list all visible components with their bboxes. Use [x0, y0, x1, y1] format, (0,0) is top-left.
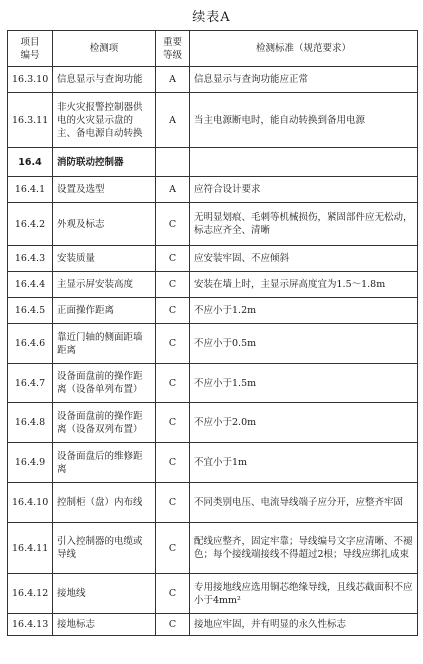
- table-row: [8, 177, 418, 203]
- table-row: [8, 364, 418, 403]
- row-grade-cell: C: [156, 272, 190, 298]
- row-standard-cell: 信息显示与查询功能应正常: [190, 67, 418, 93]
- row-item-cell: 引入控制器的电缆或导线: [53, 523, 156, 574]
- row-code-cell: 16.4.10: [8, 483, 53, 523]
- row-item-cell: 信息显示与查询功能: [53, 67, 156, 93]
- row-code-cell: 16.4.8: [8, 403, 53, 443]
- row-standard-cell: 不应小于2.0m: [190, 403, 418, 443]
- header-code: 项目 编号: [8, 31, 53, 67]
- row-grade-cell: C: [156, 403, 190, 443]
- row-standard-cell: [190, 148, 418, 177]
- row-standard-cell: 不应小于1.5m: [190, 364, 418, 403]
- row-code-cell: 16.3.11: [8, 93, 53, 148]
- row-code-cell: 16.3.10: [8, 67, 53, 93]
- row-code-cell: 16.4.2: [8, 203, 53, 246]
- row-item-cell: 设备面盘后的维修距离: [53, 443, 156, 483]
- row-code-cell: 16.4.7: [8, 364, 53, 403]
- table-row: [8, 272, 418, 298]
- row-item-cell: 设备面盘前的操作距离（设备单列布置）: [53, 364, 156, 403]
- row-standard-cell: 接地应牢固，并有明显的永久性标志: [190, 614, 418, 636]
- table-row: [8, 246, 418, 272]
- row-standard-cell: 不应小于0.5m: [190, 324, 418, 364]
- row-item-cell: 正面操作距离: [53, 298, 156, 324]
- table-row: [8, 523, 418, 574]
- row-item-cell: 靠近门轴的侧面距墙距离: [53, 324, 156, 364]
- row-item-cell: 安装质量: [53, 246, 156, 272]
- row-code-cell: 16.4.3: [8, 246, 53, 272]
- row-code-cell: 16.4.9: [8, 443, 53, 483]
- row-grade-cell: C: [156, 324, 190, 364]
- row-grade-cell: C: [156, 523, 190, 574]
- table-caption: 续表A: [192, 10, 231, 25]
- header-grade: 重要 等级: [156, 31, 190, 67]
- row-code-cell: 16.4.4: [8, 272, 53, 298]
- row-grade-cell: A: [156, 177, 190, 203]
- row-item-cell: 接地标志: [53, 614, 156, 636]
- row-standard-cell: 无明显划痕、毛刺等机械损伤，紧固部件应无松动，标志应齐全、清晰: [190, 203, 418, 246]
- row-grade-cell: C: [156, 443, 190, 483]
- row-grade-cell: [156, 148, 190, 177]
- row-item-cell: 设备面盘前的操作距离（设备双列布置）: [53, 403, 156, 443]
- row-standard-cell: 应安装牢固、不应倾斜: [190, 246, 418, 272]
- row-code-cell: 16.4: [8, 148, 53, 177]
- row-standard-cell: 不宜小于1m: [190, 443, 418, 483]
- header-item: 检测项: [53, 31, 156, 67]
- row-grade-cell: A: [156, 93, 190, 148]
- row-grade-cell: A: [156, 67, 190, 93]
- row-grade-cell: C: [156, 203, 190, 246]
- table-row: [8, 298, 418, 324]
- row-item-cell: 设置及选型: [53, 177, 156, 203]
- row-code-cell: 16.4.1: [8, 177, 53, 203]
- row-grade-cell: C: [156, 364, 190, 403]
- row-code-cell: 16.4.5: [8, 298, 53, 324]
- row-code-cell: 16.4.13: [8, 614, 53, 636]
- row-code-cell: 16.4.12: [8, 574, 53, 614]
- table-row: [8, 443, 418, 483]
- row-item-cell: 控制柜（盘）内布线: [53, 483, 156, 523]
- row-item-cell: 接地线: [53, 574, 156, 614]
- row-standard-cell: 应符合设计要求: [190, 177, 418, 203]
- row-grade-cell: C: [156, 483, 190, 523]
- table-header-row: [8, 31, 418, 67]
- row-grade-cell: C: [156, 298, 190, 324]
- row-standard-cell: 专用接地线应选用铜芯绝缘导线，且线芯截面积不应小于4mm²: [190, 574, 418, 614]
- row-code-cell: 16.4.6: [8, 324, 53, 364]
- table-row: [8, 614, 418, 636]
- table-row: [8, 483, 418, 523]
- inspection-table: [7, 30, 418, 636]
- row-item-cell: 主显示屏安装高度: [53, 272, 156, 298]
- table-row: [8, 203, 418, 246]
- row-grade-cell: C: [156, 574, 190, 614]
- table-row: [8, 148, 418, 177]
- row-item-cell: 非火灾报警控制器供电的火灾显示盘的主、备电源自动转换: [53, 93, 156, 148]
- row-standard-cell: 当主电源断电时，能自动转换到备用电源: [190, 93, 418, 148]
- table-row: [8, 574, 418, 614]
- row-item-cell: 消防联动控制器: [53, 148, 156, 177]
- row-standard-cell: 不应小于1.2m: [190, 298, 418, 324]
- row-grade-cell: C: [156, 614, 190, 636]
- table-row: [8, 403, 418, 443]
- row-item-cell: 外观及标志: [53, 203, 156, 246]
- table-row: [8, 324, 418, 364]
- row-standard-cell: 不同类别电压、电流导线端子应分开，应整齐牢固: [190, 483, 418, 523]
- table-body: [8, 67, 418, 636]
- header-standard: 检测标准（规范要求）: [190, 31, 418, 67]
- row-grade-cell: C: [156, 246, 190, 272]
- table-row: [8, 67, 418, 93]
- row-code-cell: 16.4.11: [8, 523, 53, 574]
- row-standard-cell: 配线应整齐，固定牢靠；导线编号文字应清晰、不褪色；每个接线端接线不得超过2根；导线应绑扎成束: [190, 523, 418, 574]
- row-standard-cell: 安装在墙上时，主显示屏高度宜为1.5～1.8m: [190, 272, 418, 298]
- table-row: [8, 93, 418, 148]
